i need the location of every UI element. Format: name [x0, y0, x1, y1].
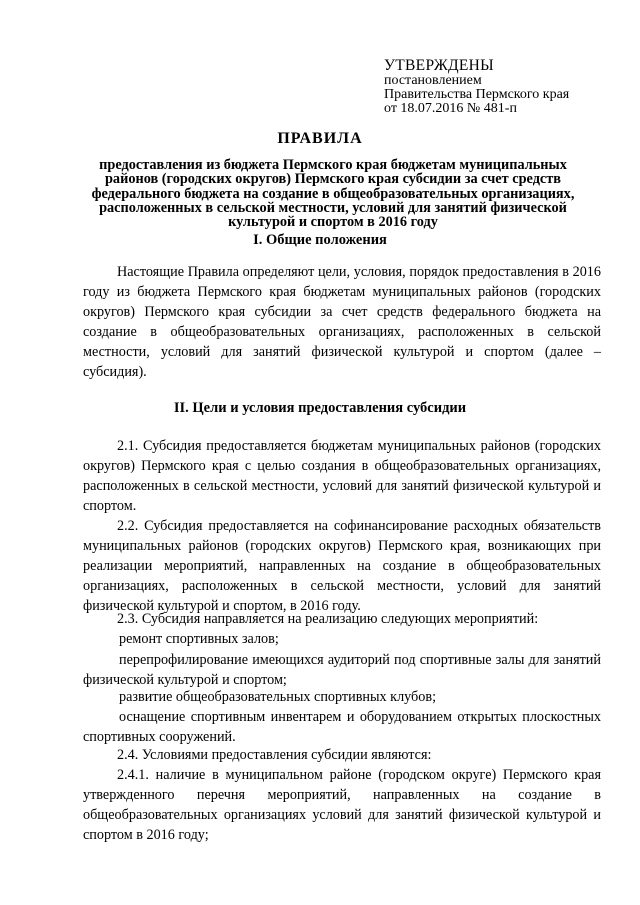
approval-line-2: Правительства Пермского края [384, 87, 570, 102]
paragraph-2-2: 2.2. Субсидия предоставляется на софинансирование расходных обязательств муниципальных районов (городских округов) Пермского края, возникающих при реализации мероприятий, направленных на создание в общеобразовательных организациях, расположенных в сельской местности, условий для занятий физической культурой и спортом, в 2016 году. [83, 518, 601, 614]
paragraph-2-4: 2.4. Условиями предоставления субсидии являются: [117, 747, 432, 763]
list-item-4: оснащение спортивным инвентарем и оборудованием открытых плоскостных спортивных сооружений. [83, 709, 601, 745]
paragraph-2-4-1: 2.4.1. наличие в муниципальном районе (городском округе) Пермского края утвержденного перечня мероприятий, направленных на создание в общеобразовательных организациях условий для занятий физической культурой и спортом в 2016 году; [83, 767, 601, 843]
section-2-title: II. Цели и условия предоставления субсидии [173, 400, 467, 416]
document-title: ПРАВИЛА [277, 130, 363, 147]
list-item-1: ремонт спортивных залов; [119, 631, 279, 647]
approval-line-1: постановлением [384, 73, 482, 88]
list-item-3: развитие общеобразовательных спортивных клубов; [119, 689, 437, 705]
list-item-2: перепрофилирование имеющихся аудиторий под спортивные залы для занятий физической культурой и спортом; [83, 652, 601, 688]
document-subtitle: предоставления из бюджета Пермского края бюджетам муниципальных районов (городских округов) Пермского края субсидии за счет средств федерального бюджета на создание в общеобразовательных организациях, расположенных в сельской местности, условий для занятий физической культурой и спортом в 2016 году [91, 157, 575, 231]
paragraph-2-3: 2.3. Субсидия направляется на реализацию следующих мероприятий: [117, 611, 539, 627]
approval-line-3: от 18.07.2016 № 481-п [384, 101, 517, 116]
paragraph-2-1: 2.1. Субсидия предоставляется бюджетам муниципальных районов (городских округов) Пермского края с целью создания в общеобразовательных организациях, расположенных в сельской местности, условий для занятий физической культурой и спортом. [83, 438, 601, 514]
approval-heading: УТВЕРЖДЕНЫ [384, 57, 494, 74]
section-1-title: I. Общие положения [253, 232, 387, 248]
approval-stamp [384, 57, 634, 116]
section-1-paragraph: Настоящие Правила определяют цели, условия, порядок предоставления в 2016 году из бюджета Пермского края бюджетам муниципальных районов (городских округов) Пермского края субсидии за счет средств федерального бюджета на создание в общеобразовательных организациях, расположенных в сельской местности, условий для занятий физической культурой и спортом (далее – субсидия). [83, 264, 601, 380]
